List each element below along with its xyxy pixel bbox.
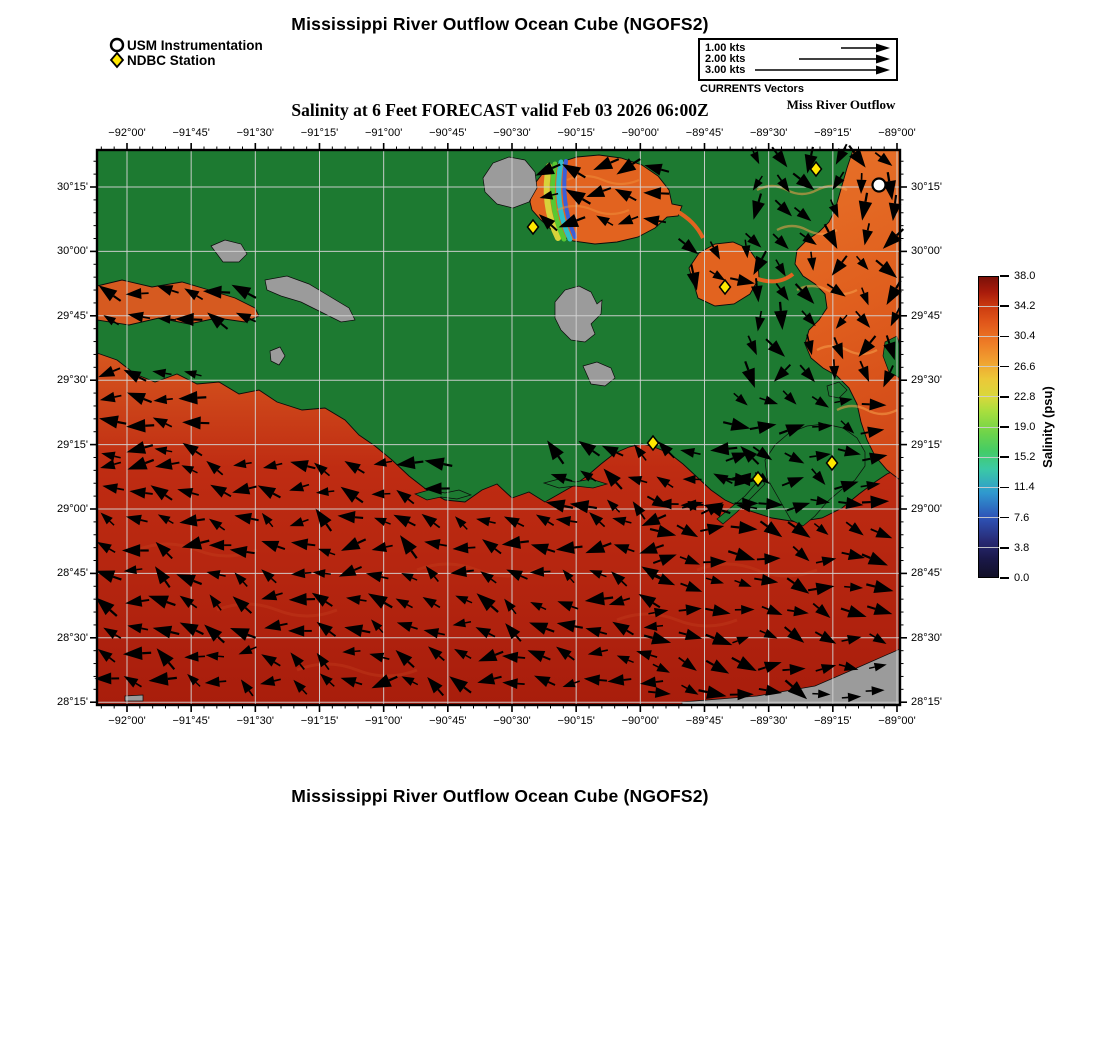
colorbar-tick-label: 30.4: [1014, 330, 1036, 343]
colorbar-tick: [1000, 336, 1009, 338]
colorbar-separator: [978, 487, 999, 488]
colorbar-tick: [1000, 366, 1009, 368]
colorbar-separator: [978, 366, 999, 367]
lon-tick-label: −92°00': [108, 715, 146, 727]
colorbar-tick-label: 22.8: [1014, 390, 1036, 403]
lon-tick-label: −90°45': [429, 127, 467, 139]
lat-tick-label: 29°45': [911, 309, 942, 322]
lon-tick-label: −89°15': [814, 127, 852, 139]
marker-legend-symbols: [105, 36, 129, 72]
lat-tick-label: 28°45': [911, 567, 942, 580]
colorbar-title: Salinity (psu): [1040, 386, 1055, 468]
lon-tick-label: −91°45': [172, 715, 210, 727]
footer-title: Mississippi River Outflow Ocean Cube (NGOFS2): [291, 786, 709, 806]
lat-tick-label: 29°30': [57, 374, 88, 387]
usm-station-marker: [873, 179, 886, 192]
sw-gray-islet: [125, 695, 143, 701]
lon-tick-label: −89°00': [878, 127, 916, 139]
colorbar-separator: [978, 396, 999, 397]
lon-tick-label: −90°15': [557, 715, 595, 727]
colorbar-tick-label: 3.8: [1014, 541, 1030, 554]
colorbar-tick-label: 34.2: [1014, 300, 1036, 313]
lat-tick-label: 29°30': [911, 374, 942, 387]
colorbar-separator: [978, 547, 999, 548]
lat-tick-label: 30°15': [57, 181, 88, 193]
usm-circle-icon: [111, 39, 123, 51]
colorbar-tick-label: 15.2: [1014, 451, 1036, 464]
lon-tick-label: −91°30': [236, 715, 275, 727]
colorbar-tick: [1000, 517, 1009, 519]
current-vector-legend-box: [698, 38, 898, 81]
lon-tick-label: −89°30': [749, 715, 788, 727]
currents-vectors-caption: CURRENTS Vectors: [700, 83, 804, 95]
lon-tick-label: −90°15': [557, 127, 595, 139]
vector-speed-3-label: 3.00 kts: [705, 64, 746, 76]
legend-usm-label: USM Instrumentation: [127, 38, 263, 53]
lon-tick-label: −90°30': [493, 127, 531, 139]
lat-tick-label: 28°15': [911, 696, 942, 709]
colorbar-tick: [1000, 305, 1009, 307]
lon-tick-label: −91°30': [236, 127, 275, 139]
ndbc-diamond-icon: [111, 53, 123, 67]
lat-tick-label: 30°15': [911, 181, 942, 193]
vector-speed-1-label: 1.00 kts: [705, 42, 746, 54]
lat-tick-label: 28°15': [57, 696, 88, 709]
lat-tick-label: 29°15': [57, 438, 88, 451]
lon-tick-label: −89°00': [878, 715, 916, 727]
lat-tick-label: 30°00': [911, 245, 942, 258]
lon-tick-label: −92°00': [108, 127, 146, 139]
lat-tick-label: 29°00': [57, 503, 88, 515]
colorbar-separator: [978, 306, 999, 307]
page-title: Mississippi River Outflow Ocean Cube (NGOFS2): [291, 14, 709, 34]
legend-ndbc-label: NDBC Station: [127, 53, 216, 68]
lon-tick-label: −91°15': [300, 715, 339, 727]
colorbar-separator: [978, 517, 999, 518]
colorbar-tick-label: 7.6: [1014, 511, 1030, 524]
lat-tick-label: 29°00': [911, 503, 942, 515]
lat-tick-label: 28°30': [57, 631, 88, 644]
colorbar-tick: [1000, 426, 1009, 428]
colorbar-tick-label: 11.4: [1014, 481, 1035, 494]
colorbar-separator: [978, 336, 999, 337]
colorbar-tick: [1000, 577, 1009, 579]
colorbar-tick: [1000, 275, 1009, 277]
lon-tick-label: −90°00': [621, 127, 660, 139]
lat-tick-label: 29°45': [57, 309, 88, 322]
lat-tick-label: 30°00': [57, 245, 88, 258]
colorbar-tick-label: 26.6: [1014, 360, 1036, 373]
lon-tick-label: −90°45': [429, 715, 467, 727]
lat-tick-label: 28°45': [57, 567, 88, 580]
lon-tick-label: −91°00': [364, 127, 403, 139]
lat-tick-label: 29°15': [911, 438, 942, 451]
colorbar-tick: [1000, 487, 1009, 489]
lon-tick-label: −89°45': [685, 127, 724, 139]
lon-tick-label: −91°45': [172, 127, 210, 139]
colorbar-tick: [1000, 456, 1009, 458]
colorbar-tick-label: 0.0: [1014, 572, 1030, 584]
lon-tick-label: −91°15': [300, 127, 339, 139]
lon-tick-label: −89°30': [749, 127, 788, 139]
vector-speed-2-label: 2.00 kts: [705, 53, 746, 65]
lon-tick-label: −91°00': [364, 715, 403, 727]
colorbar-tick-label: 38.0: [1014, 270, 1036, 282]
colorbar-tick: [1000, 547, 1009, 549]
colorbar-separator: [978, 457, 999, 458]
lon-tick-label: −90°30': [493, 715, 531, 727]
lon-tick-label: −89°15': [814, 715, 852, 727]
colorbar-tick: [1000, 396, 1009, 398]
forecast-subtitle: Salinity at 6 Feet FORECAST valid Feb 03 2026 06:00Z: [291, 100, 709, 120]
lon-tick-label: −89°45': [685, 715, 724, 727]
colorbar-separator: [978, 427, 999, 428]
lon-tick-label: −90°00': [621, 715, 660, 727]
forecast-map: [97, 150, 900, 705]
miss-river-outflow-label: Miss River Outflow: [786, 97, 896, 112]
lat-tick-label: 28°30': [911, 631, 942, 644]
vector-legend-arrows: [700, 40, 896, 80]
colorbar-tick-label: 19.0: [1014, 421, 1036, 433]
